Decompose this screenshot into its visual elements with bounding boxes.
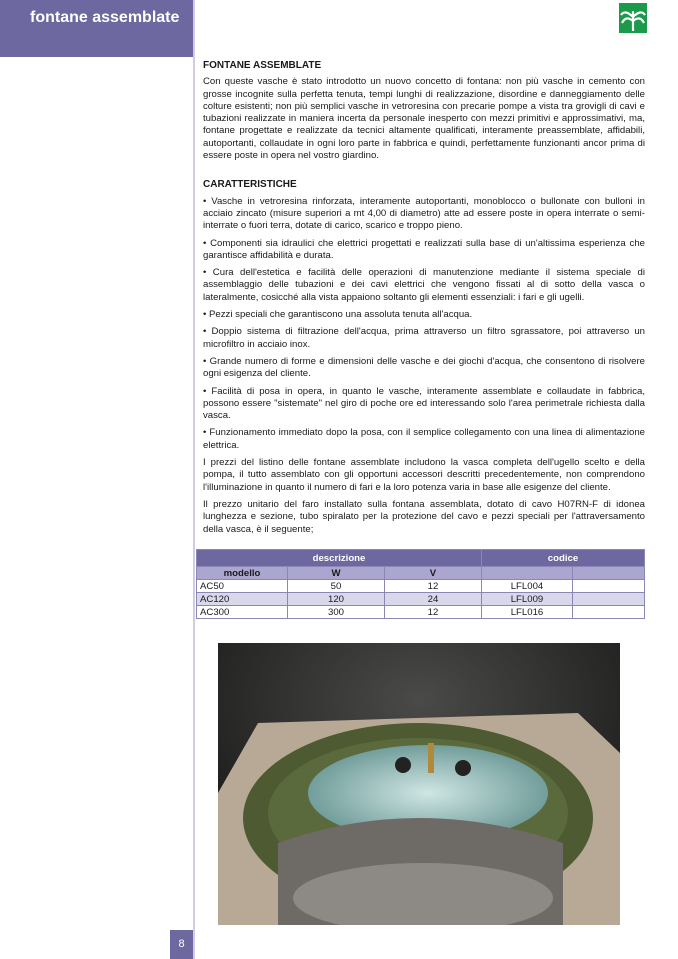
cell-w: 300: [288, 606, 385, 619]
cell-extra: [573, 606, 645, 619]
feature-item: • Facilità di posa in opera, in quanto le vasche, interamente assemblate e collaudate in fabbrica, possono essere "sistemate" nel giro di poche ore ed interessando solo l'area perimetrale richiesta dalla vasca.: [203, 385, 645, 422]
feature-item: • Componenti sia idraulici che elettrici progettati e realizzati sulla base di un'altissima esperienza che garantisce affidabilità e durata.: [203, 237, 645, 261]
section-title: fontane assemblate: [30, 9, 180, 26]
cell-w: 50: [288, 580, 385, 593]
feature-item: • Grande numero di forme e dimensioni delle vasche e dei giochi d'acqua, che consentono di risolvere ogni esigenza del cliente.: [203, 355, 645, 380]
cell-code: LFL016: [482, 606, 573, 619]
table-row: [197, 606, 645, 619]
feature-item: • Doppio sistema di filtrazione dell'acqua, prima attraverso un filtro sgrassatore, poi attraverso un microfiltro in acciaio inox.: [203, 326, 645, 350]
cell-model: AC50: [197, 580, 288, 593]
cell-v: 24: [385, 593, 482, 606]
feature-item: • Vasche in vetroresina rinforzata, interamente autoportanti, monoblocco o bullonate con bulloni in acciaio zincato (misure superiori a mt 4,00 di diametro) atte ad essere poste in opera interrate o semi-interrate o fuori terra, dotate di carico, scarico e troppo pieno.: [203, 195, 645, 232]
cell-model: AC300: [197, 606, 288, 619]
column-header: [573, 567, 645, 580]
column-header: [482, 567, 573, 580]
cell-v: 12: [385, 606, 482, 619]
feature-item: • Cura dell'estetica e facilità delle operazioni di manutenzione mediante il sistema speciale di assemblaggio delle tubazioni e dei cavi elettrici che vengono fissati al di sotto della vasca o lateralmente, cosicché alla vista appaiono soltanto gli elementi essenziali: i fari e gli ugelli.: [203, 267, 645, 303]
cell-extra: [573, 593, 645, 606]
group-header: codice: [482, 550, 645, 567]
prices-paragraph: I prezzi del listino delle fontane assemblate includono la vasca completa dell'ugello scelto e della pompa, il tutto assemblato con gli opportuni accessori descritti precedentemente, non comprendono l'illuminazione in quanto il numero di fari e la loro potenza varia in base alle esigenze del cliente.: [203, 457, 645, 493]
table-row: [197, 593, 645, 606]
fountain-photo: [218, 643, 620, 925]
column-header: V: [385, 567, 482, 580]
group-header: descrizione: [197, 550, 482, 567]
cell-w: 120: [288, 593, 385, 606]
divider: [193, 0, 195, 959]
page-heading: FONTANE ASSEMBLATE: [203, 60, 322, 71]
lamp-paragraph: Il prezzo unitario del faro installato sulla fontana assemblata, dotato di cavo H07RN-F di idonea lunghezza e sezione, tubo spiralato per la protezione del cavo e pezzi speciali per l'attraversamento della vasca, è il seguente;: [203, 498, 645, 535]
feature-item: • Funzionamento immediato dopo la posa, con il semplice collegamento con una linea di alimentazione elettrica.: [203, 427, 645, 451]
section-header: [0, 0, 193, 57]
features-heading: CARATTERISTICHE: [203, 179, 297, 191]
cell-model: AC120: [197, 593, 288, 606]
table-row: [197, 580, 645, 593]
feature-item: • Pezzi speciali che garantiscono una assoluta tenuta all'acqua.: [203, 309, 473, 321]
page-number: 8: [170, 930, 193, 959]
main-text: [203, 60, 645, 541]
column-header: modello: [197, 567, 288, 580]
cell-code: LFL004: [482, 580, 573, 593]
cell-extra: [573, 580, 645, 593]
column-header: W: [288, 567, 385, 580]
fountain-logo-icon: [619, 3, 647, 33]
cell-v: 12: [385, 580, 482, 593]
lamp-table: [196, 549, 645, 619]
cell-code: LFL009: [482, 593, 573, 606]
intro-paragraph: Con queste vasche è stato introdotto un nuovo concetto di fontana: non più vasche in cemento con grosse incognite sulla perfetta tenuta, tempi lunghi di realizzazione, disordine e danneggiamento delle colture esistenti; non più semplici vasche in vetroresina con precarie pompe a vista tra grovigli di cavi e tubazioni realizzate in maniera incerta da personale inesperto con mezzi primitivi e approssimativi, ma, fontane progettate e realizzate da tecnici altamente qualificati, interamente preassemblate, affidabili, autoportanti, collaudate in ogni loro parte in fabbrica e quindi, perfettamente funzionanti ancor prima di essere poste in opera nel vostro giardino.: [203, 76, 645, 162]
